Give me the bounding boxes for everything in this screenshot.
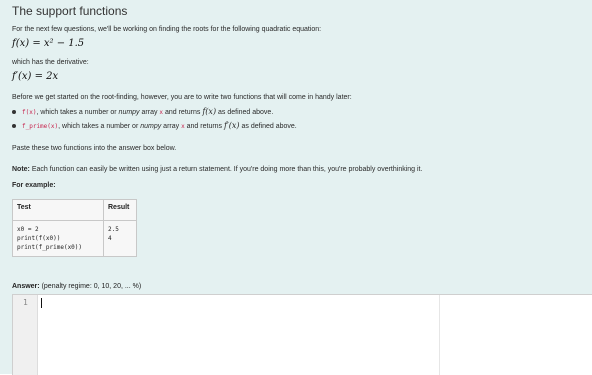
table-header-result: Result xyxy=(104,200,137,221)
example-label: For example: xyxy=(12,182,56,189)
code-f: f(x) xyxy=(22,109,37,116)
table-header-row xyxy=(13,200,137,221)
note-text: Each function can easily be written using just a return statement. If you're doing more than this, you're probably overthinking it. xyxy=(29,166,423,173)
table-row xyxy=(13,221,137,257)
penalty-regime: (penalty regime: 0, 10, 20, ... %) xyxy=(41,283,142,290)
derivative-intro: which has the derivative: xyxy=(12,59,89,66)
derivative-equation: f′(x) = 2x xyxy=(12,71,59,82)
bullet-icon xyxy=(12,110,16,114)
paste-note: Paste these two functions into the answer box below. xyxy=(12,145,177,152)
print-margin xyxy=(439,295,440,375)
line-number: 1 xyxy=(23,298,28,307)
intro-text: For the next few questions, we'll be working on finding the roots for the following quadratic equation: xyxy=(12,26,322,33)
bullet-icon xyxy=(12,124,16,128)
answer-code-editor[interactable] xyxy=(12,294,592,375)
note xyxy=(12,166,422,173)
bullet-f: f(x), which takes a number or numpy array x and returns f(x) as defined above. xyxy=(12,107,273,116)
task-intro: Before we get started on the root-finding, however, you are to write two functions that will come in handy later: xyxy=(12,94,352,101)
question-title: The support functions xyxy=(12,4,128,18)
test-code-cell: x0 = 2 print(f(x0)) print(f_prime(x0)) xyxy=(13,221,104,257)
line-number-gutter xyxy=(13,295,38,375)
result-cell: 2.5 4 xyxy=(104,221,137,257)
text-cursor xyxy=(41,298,42,308)
example-table xyxy=(12,199,137,257)
note-label: Note: xyxy=(12,166,30,173)
bullet-f-prime: f_prime(x), which takes a number or numpy array x and returns f′(x) as defined above. xyxy=(12,121,297,130)
code-f-prime: f_prime(x) xyxy=(22,123,59,130)
equation: f(x) = x² − 1.5 xyxy=(12,38,85,49)
answer-label: Answer: (penalty regime: 0, 10, 20, ... %) xyxy=(12,283,142,290)
table-header-test: Test xyxy=(13,200,104,221)
